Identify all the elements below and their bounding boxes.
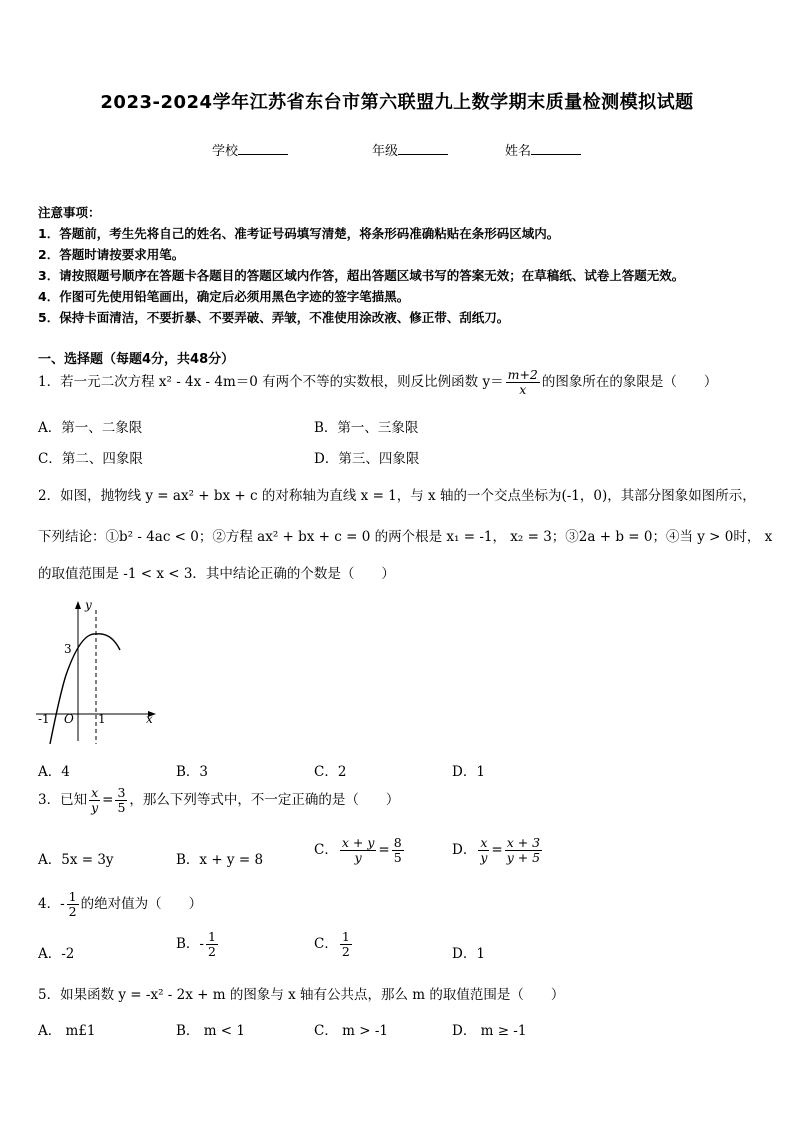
q3-option-d[interactable] [452, 836, 544, 865]
q3-option-d-label: D． [452, 841, 477, 858]
q4-option-c[interactable] [314, 930, 354, 959]
q3-option-d-eq: = [491, 841, 503, 858]
q3-option-c-num2: 8 [393, 835, 402, 850]
question-4 [38, 890, 202, 919]
tick-label-3: 3 [64, 642, 72, 656]
q4-option-c-fraction [340, 930, 352, 959]
q1-option-b[interactable]: B．第一、三象限 [314, 420, 419, 436]
q2-option-a[interactable]: A．4 [38, 764, 70, 780]
q5-option-a[interactable]: A． m£1 [38, 1023, 96, 1039]
school-label: 学校 [212, 144, 239, 159]
grade-field [372, 140, 448, 159]
q3-option-c-den: y [354, 849, 362, 865]
y-axis-label: y [85, 598, 92, 612]
q4-option-d[interactable]: D．1 [452, 946, 485, 962]
q3-option-d-num2: x + 3 [506, 835, 541, 850]
note-item: 2．答题时请按要求用笔。 [38, 247, 185, 262]
q3-equals: = [102, 791, 114, 808]
q4-stem: 4．- [38, 895, 65, 912]
q3-option-b[interactable]: B．x + y = 8 [176, 852, 264, 868]
q4-option-c-den: 2 [341, 943, 350, 959]
q3-fraction-xy [89, 786, 100, 815]
q4-option-b-label: B．- [176, 935, 204, 952]
q3-option-c-fraction [340, 836, 377, 865]
notes-heading: 注意事项： [38, 205, 101, 220]
q1-option-a[interactable]: A．第一、二象限 [38, 420, 143, 436]
q1-stem: 1．若一元二次方程 x² - 4x - 4m＝0 有两个不等的实数根，则反比例函数 y＝ [38, 373, 504, 390]
page-title: 2023-2024学年江苏省东台市第六联盟九上数学期末质量检测模拟试题 [100, 92, 694, 113]
q2-option-c[interactable]: C．2 [314, 764, 347, 780]
q3-stem: 3．已知 [38, 791, 88, 808]
q4-option-c-num: 1 [341, 929, 350, 944]
q1-denominator: x [519, 381, 527, 397]
q2-option-b[interactable]: B．3 [176, 764, 209, 780]
q3-numerator-2: 3 [117, 785, 126, 800]
q3-option-c-num: x + y [341, 835, 375, 850]
q3-option-c-fraction-2 [392, 836, 404, 865]
grade-label: 年级 [372, 144, 399, 159]
parabola-graph [32, 596, 164, 746]
question-2-line2: 下列结论：①b² - 4ac < 0；②方程 ax² + bx + c = 0 的两个根是 x₁ = -1， x₂ = 3；③2a + b = 0；④当 y > 0时， x [38, 529, 773, 545]
q4-numerator: 1 [68, 889, 77, 904]
q3-stem-end: ，那么下列等式中，不一定正确的是（ ） [129, 791, 400, 808]
q1-numerator: m+2 [507, 367, 538, 382]
q3-option-d-den: y [480, 849, 488, 865]
q1-stem-end: 的图象所在的象限是（ ） [541, 373, 718, 390]
q4-option-a[interactable]: A．-2 [38, 946, 75, 962]
x-axis-label: x [146, 712, 153, 726]
q4-fraction [67, 890, 79, 919]
q3-option-a[interactable]: A．5x = 3y [38, 852, 114, 868]
question-3 [38, 786, 399, 815]
q4-option-b-den: 2 [207, 943, 216, 959]
q4-stem-end: 的绝对值为（ ） [80, 895, 203, 912]
q3-option-d-fraction-2 [505, 836, 542, 865]
q4-denominator: 2 [68, 903, 77, 919]
name-label: 姓名 [505, 144, 532, 159]
q1-option-d[interactable]: D．第三、四象限 [314, 451, 420, 467]
origin-label: O [64, 712, 74, 726]
q3-denominator-2: 5 [117, 799, 126, 815]
question-5: 5．如果函数 y = -x² - 2x + m 的图象与 x 轴有公共点，那么 m 的取值范围是（ ） [38, 987, 565, 1003]
q1-fraction [506, 368, 540, 397]
q3-option-c[interactable] [314, 836, 406, 865]
name-blank [531, 142, 581, 155]
parabola-curve [50, 634, 120, 744]
tick-label-1: 1 [98, 712, 106, 726]
section-heading: 一、选择题（每题4分，共48分） [38, 352, 235, 367]
note-item: 1．答题前，考生先将自己的姓名、准考证号码填写清楚，将条形码准确粘贴在条形码区域内。 [38, 226, 560, 241]
q4-option-b-fraction [206, 930, 218, 959]
q3-fraction-35 [115, 786, 127, 815]
q3-option-c-eq: = [378, 841, 390, 858]
q5-option-d[interactable]: D． m ≥ -1 [452, 1023, 527, 1039]
q2-option-d[interactable]: D．1 [452, 764, 485, 780]
name-field [505, 140, 581, 159]
q3-option-d-num: x [480, 835, 488, 850]
school-blank [238, 142, 288, 155]
note-item: 4．作图可先使用铅笔画出，确定后必须用黑色字迹的签字笔描黑。 [38, 289, 410, 304]
q3-option-d-fraction [478, 836, 489, 865]
q3-option-c-label: C． [314, 841, 338, 858]
question-1 [38, 368, 717, 397]
y-axis-arrow-icon [75, 601, 81, 609]
q1-option-c[interactable]: C．第二、四象限 [38, 451, 143, 467]
q3-denominator: y [91, 799, 99, 815]
note-item: 3．请按照题号顺序在答题卡各题目的答题区域内作答，超出答题区域书写的答案无效；在草稿纸、试卷上答题无效。 [38, 268, 685, 283]
q4-option-b[interactable] [176, 930, 220, 959]
q4-option-c-label: C． [314, 935, 338, 952]
q3-option-c-den2: 5 [393, 849, 402, 865]
note-item: 5．保持卡面清洁，不要折暴、不要弄破、弄皱，不准使用涂改液、修正带、刮纸刀。 [38, 310, 510, 325]
q5-option-b[interactable]: B． m < 1 [176, 1023, 245, 1039]
school-field [212, 140, 288, 159]
tick-label-neg1: -1 [38, 712, 50, 726]
q5-option-c[interactable]: C． m > -1 [314, 1023, 388, 1039]
q4-option-b-num: 1 [207, 929, 216, 944]
question-2-line3: 的取值范围是 -1 < x < 3．其中结论正确的个数是（ ） [38, 566, 395, 582]
grade-blank [398, 142, 448, 155]
question-2-line1: 2．如图，抛物线 y = ax² + bx + c 的对称轴为直线 x = 1，与 x 轴的一个交点坐标为(-1，0)，其部分图象如图所示， [38, 488, 756, 504]
q3-numerator: x [91, 785, 99, 800]
q3-option-d-den2: y + 5 [506, 849, 541, 865]
